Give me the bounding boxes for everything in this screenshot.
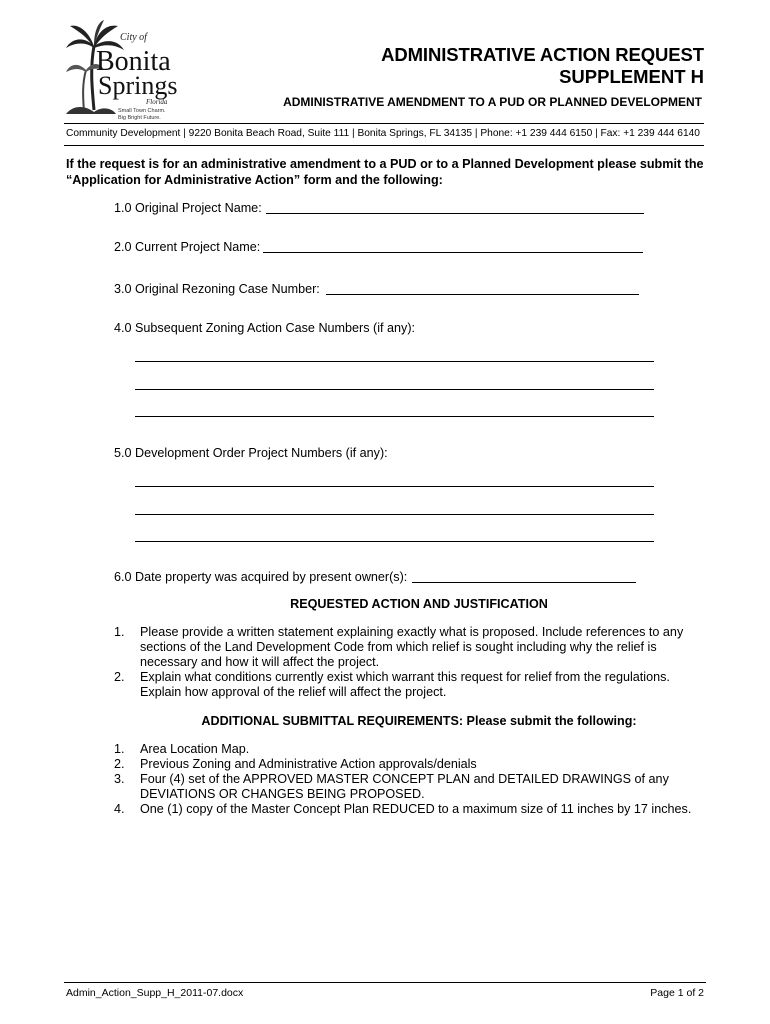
requested-action-list xyxy=(114,625,704,700)
original-rezoning-case-label: 3.0 Original Rezoning Case Number: xyxy=(114,282,320,296)
palm-tree-logo-icon xyxy=(64,18,184,122)
intro-instructions: If the request is for an administrative amendment to a PUD or to a Planned Development please submit the “Application for Administrative Action” form and the following: xyxy=(66,157,704,187)
list-item xyxy=(114,742,704,757)
form-title-line2: SUPPLEMENT H xyxy=(559,66,704,87)
list-item-text: Area Location Map. xyxy=(140,742,250,756)
city-logo xyxy=(64,18,184,122)
list-item-text: Four (4) set of the APPROVED MASTER CONCEPT PLAN and DETAILED DRAWINGS of any DEVIATIONS OR CHANGES BEING PROPOSED. xyxy=(140,772,669,801)
list-item xyxy=(114,625,704,670)
form-subtitle: ADMINISTRATIVE AMENDMENT TO A PUD OR PLANNED DEVELOPMENT xyxy=(283,95,702,109)
development-order-label: 5.0 Development Order Project Numbers (if any): xyxy=(114,446,388,460)
development-order-line-3[interactable] xyxy=(135,541,654,542)
current-project-name-line[interactable] xyxy=(263,252,643,253)
list-item xyxy=(114,757,704,772)
original-project-name-line[interactable] xyxy=(266,213,644,214)
list-item xyxy=(114,772,704,802)
development-order-line-2[interactable] xyxy=(135,514,654,515)
list-item-number: 2. xyxy=(114,757,125,771)
footer-page-number: Page 1 of 2 xyxy=(650,987,704,999)
list-item-text: Previous Zoning and Administrative Action approvals/denials xyxy=(140,757,477,771)
logo-state-text: Florida xyxy=(146,98,168,106)
form-title-line1: ADMINISTRATIVE ACTION REQUEST xyxy=(381,44,704,65)
subsequent-zoning-line-2[interactable] xyxy=(135,389,654,390)
list-item-number: 3. xyxy=(114,772,125,786)
list-item-text: Explain what conditions currently exist which warrant this request for relief from the regulations. Explain how approval of the relief will affect the project. xyxy=(140,670,670,699)
contact-info: Community Development | 9220 Bonita Beach Road, Suite 111 | Bonita Springs, FL 34135 | Phone: +1 239 444 6150 | Fax: +1 239 444 6140 xyxy=(66,128,700,139)
additional-requirements-list xyxy=(114,742,704,817)
list-item-number: 4. xyxy=(114,802,125,816)
footer-divider xyxy=(64,982,706,983)
logo-name-bottom-text: Springs xyxy=(98,71,178,100)
subsequent-zoning-label: 4.0 Subsequent Zoning Action Case Numbers (if any): xyxy=(114,321,416,335)
logo-name-top-text: Bonita xyxy=(96,46,171,77)
list-item xyxy=(114,670,704,700)
original-project-name-label: 1.0 Original Project Name: xyxy=(114,201,262,215)
list-item xyxy=(114,802,704,817)
logo-tagline-2: Big Bright Future. xyxy=(118,115,161,121)
list-item-number: 1. xyxy=(114,625,125,639)
footer-filename: Admin_Action_Supp_H_2011-07.docx xyxy=(66,987,244,999)
list-item-number: 2. xyxy=(114,670,125,684)
original-rezoning-case-line[interactable] xyxy=(326,294,639,295)
logo-tagline-1: Small Town Charm. xyxy=(118,108,166,114)
list-item-text: One (1) copy of the Master Concept Plan REDUCED to a maximum size of 11 inches by 17 inches. xyxy=(140,802,692,816)
list-item-text: Please provide a written statement explaining exactly what is proposed. Include references to any sections of the Land Development Code from which relief is sought including why the relief is necessary and how it will affect the project. xyxy=(140,625,684,669)
additional-requirements-heading: ADDITIONAL SUBMITTAL REQUIREMENTS: Please submit the following: xyxy=(201,714,637,728)
logo-city-of-text: City of xyxy=(120,32,147,43)
date-acquired-line[interactable] xyxy=(412,582,636,583)
requested-action-heading: REQUESTED ACTION AND JUSTIFICATION xyxy=(290,597,548,611)
header-divider-bottom xyxy=(64,145,704,146)
development-order-line-1[interactable] xyxy=(135,486,654,487)
current-project-name-label: 2.0 Current Project Name: xyxy=(114,240,261,254)
header-divider-top xyxy=(64,123,704,124)
list-item-number: 1. xyxy=(114,742,125,756)
date-acquired-label: 6.0 Date property was acquired by present owner(s): xyxy=(114,570,408,584)
subsequent-zoning-line-3[interactable] xyxy=(135,416,654,417)
subsequent-zoning-line-1[interactable] xyxy=(135,361,654,362)
